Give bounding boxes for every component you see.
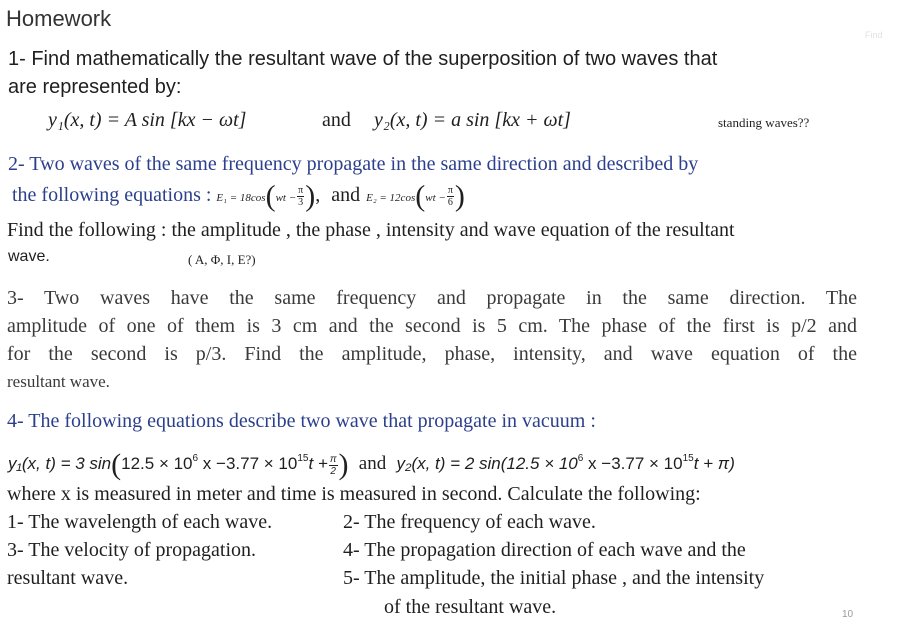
q4-item-5-cont: of the resultant wave. (384, 596, 557, 618)
q4-eq2-exp1: 6 (577, 453, 584, 464)
q4-eq2-mid: x −3.77 × 10 (583, 454, 683, 473)
q4-line2: where x is measured in meter and time is measured in second. Calculate the following: (7, 483, 701, 505)
q4-eq2-tail: t + π) (693, 454, 735, 473)
q4-eq1-den: 2 (330, 465, 336, 477)
q2-e2-close-paren: ) (454, 179, 465, 213)
q4-item-5: 5- The amplitude, the initial phase , and the intensity (343, 567, 765, 589)
page-number: 10 (842, 609, 854, 620)
q3-line2: amplitude of one of them is 3 cm and the second is 5 cm. The phase of the first is p/2 and (7, 315, 857, 337)
q3-line4: resultant wave. (7, 372, 110, 391)
q2-e1-inner: wt − (275, 192, 297, 204)
q3-line3: for the second is p/3. Find the amplitude, phase, intensity, and wave equation of the (7, 343, 857, 365)
q2-e1-fraction (297, 185, 304, 208)
q2-equation-line (12, 178, 465, 218)
page-title: Homework (6, 6, 112, 31)
q2-e1-open-paren: ( (265, 179, 276, 213)
q2-e1-num: π (298, 184, 304, 196)
q4-eq1-tail: t + (308, 454, 328, 473)
q4-eq1-fraction (329, 454, 338, 477)
q1-equation-1: y₁(x, t) = A sin [kx − ωt] (48, 109, 247, 131)
q4-eq1-lhs: y₁(x, t) = 3 sin (8, 454, 112, 473)
q1-line2: are represented by: (8, 76, 182, 98)
q2-e2-lhs: E₂ = 12cos (366, 192, 416, 204)
q4-eq2-lhs: y₂(x, t) = 2 sin(12.5 × 10 (396, 454, 578, 473)
q2-line2: the following equations : (12, 184, 217, 206)
q2-and: and (331, 184, 361, 206)
q4-eq1-open-paren: ( (111, 448, 122, 482)
q4-and: and (358, 453, 387, 474)
q4-eq2-exp2: 15 (682, 453, 694, 464)
q2-e1-den: 3 (298, 196, 304, 208)
q2-hint: ( A, Φ, I, E?) (188, 252, 256, 267)
q2-e1-lhs: E₁ = 18cos (216, 192, 266, 204)
q4-eq1-close-paren: ) (338, 448, 349, 482)
q3-paragraph (7, 284, 857, 396)
q2-line1: 2- Two waves of the same frequency propagate in the same direction and described by (8, 153, 699, 175)
q1-equation-2: y₂(x, t) = a sin [kx + ωt] (374, 109, 571, 131)
q4-item-2: 2- The frequency of each wave. (343, 511, 596, 533)
q4-line1: 4- The following equations describe two wave that propagate in vacuum : (7, 410, 596, 432)
q4-equation-line (8, 438, 735, 480)
q4-item-4-cont: resultant wave. (7, 567, 129, 589)
q4-eq1-exp1: 6 (192, 453, 199, 464)
q2-line3: Find the following : the amplitude , the phase , intensity and wave equation of the resultant (7, 219, 735, 241)
q2-e2-den: 6 (447, 196, 453, 208)
q2-e2-open-paren: ( (415, 179, 426, 213)
q2-e2-inner: wt − (425, 192, 446, 204)
q4-item-1: 1- The wavelength of each wave. (7, 511, 273, 533)
q4-item-3: 3- The velocity of propagation. (7, 539, 257, 561)
q4-item-4: 4- The propagation direction of each wave and the (343, 539, 746, 561)
q4-eq1-body: 12.5 × 10 (121, 454, 193, 473)
q2-sep: , (315, 184, 321, 206)
q4-eq1-exp2: 15 (297, 453, 309, 464)
q1-note: standing waves?? (718, 115, 810, 130)
q2-e2-num: π (447, 184, 453, 196)
q2-e1-close-paren: ) (305, 179, 316, 213)
q4-eq1-mid: x −3.77 × 10 (198, 454, 298, 473)
q2-e2-fraction (447, 185, 454, 208)
q1-line1: 1- Find mathematically the resultant wave of the superposition of two waves that (8, 48, 718, 70)
q3-line1: 3- Two waves have the same frequency and propagate in the same direction. The (7, 287, 857, 309)
q1-and: and (322, 109, 351, 131)
q2-line4: wave. (8, 248, 50, 265)
find-button[interactable]: Find (865, 30, 883, 40)
q4-eq1-num: π (329, 453, 337, 465)
